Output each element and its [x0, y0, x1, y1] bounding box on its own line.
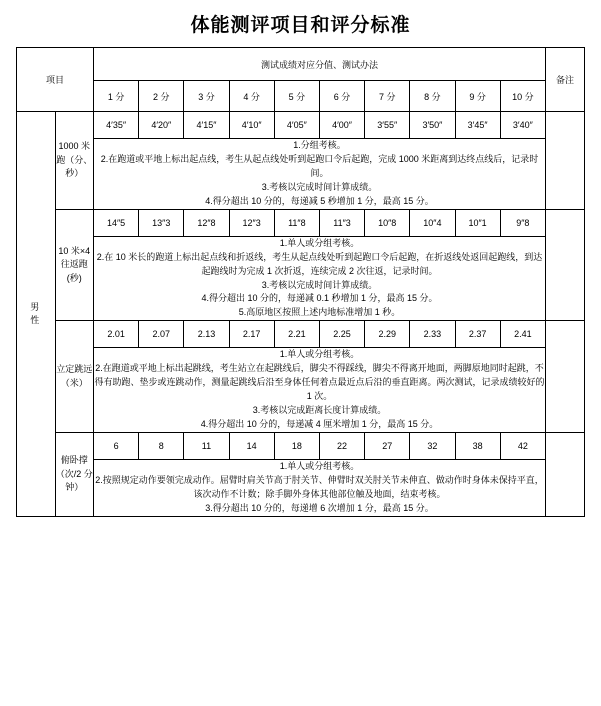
desc-line: 4.得分超出 10 分的，每递减 5 秒增加 1 分，最高 15 分。 — [205, 195, 434, 206]
header-score-6: 6 分 — [319, 81, 364, 112]
note-cell — [546, 432, 585, 516]
value-cell: 2.25 — [319, 321, 364, 348]
value-cell: 32 — [410, 432, 455, 459]
method-description — [94, 459, 546, 516]
desc-line: 4.得分超出 10 分的，每递减 4 厘米增加 1 分，最高 15 分。 — [200, 419, 439, 429]
value-cell: 2.13 — [184, 321, 229, 348]
event-name: 俯卧撑（次/2 分钟） — [55, 432, 94, 516]
table-row — [17, 432, 585, 459]
header-score-5: 5 分 — [274, 81, 319, 112]
gender-char-1: 男 — [30, 302, 42, 313]
value-cell: 4′15″ — [184, 112, 229, 139]
desc-line: 3.考核以完成时间计算成绩。 — [261, 279, 378, 290]
value-cell: 9″8 — [500, 209, 545, 236]
table-header-row-1 — [17, 48, 585, 81]
header-score-8: 8 分 — [410, 81, 455, 112]
desc-line: 2.在跑道或平地上标出起跳线，考生站立在起跳线后，脚尖不得踩线，脚尖不得离开地面，两脚原地同时起跳，不得有助跑、垫步或连跳动作，测量起跳线后沿至身体任何着点最近点后沿的垂直距离。两次测试，记录成绩较好的 1 次。 — [94, 363, 545, 402]
header-score-1: 1 分 — [94, 81, 139, 112]
table-header-row-2 — [17, 81, 585, 112]
desc-line: 1.单人或分组考核。 — [279, 237, 360, 248]
event-name: 立定跳远（米） — [55, 321, 94, 433]
note-cell — [546, 112, 585, 210]
standards-table — [16, 47, 585, 517]
value-cell: 10″4 — [410, 209, 455, 236]
value-cell: 10″1 — [455, 209, 500, 236]
note-cell — [546, 209, 585, 321]
value-cell: 6 — [94, 432, 139, 459]
table-row — [17, 236, 585, 321]
value-cell: 3′55″ — [365, 112, 410, 139]
method-description — [94, 348, 546, 433]
table-row — [17, 112, 585, 139]
value-cell: 12″8 — [184, 209, 229, 236]
desc-line: 3.得分超出 10 分的，每递增 6 次增加 1 分，最高 15 分。 — [205, 502, 434, 513]
desc-line: 3.考核以完成时间计算成绩。 — [261, 181, 378, 192]
value-cell: 4′00″ — [319, 112, 364, 139]
event-name: 10 米×4 往返跑(秒) — [55, 209, 94, 321]
header-score-group-label: 测试成绩对应分值、测试办法 — [94, 48, 546, 81]
table-row — [17, 209, 585, 236]
header-score-4: 4 分 — [229, 81, 274, 112]
table-row — [17, 459, 585, 516]
header-score-3: 3 分 — [184, 81, 229, 112]
event-name: 1000 米跑（分、秒） — [55, 112, 94, 210]
note-cell — [546, 321, 585, 433]
header-item-label: 项目 — [17, 48, 94, 112]
desc-line: 1.分组考核。 — [293, 140, 346, 150]
value-cell: 2.37 — [455, 321, 500, 348]
desc-line: 3.考核以完成距离长度计算成绩。 — [252, 405, 387, 416]
value-cell: 11 — [184, 432, 229, 459]
value-cell: 8 — [139, 432, 184, 459]
header-score-9: 9 分 — [455, 81, 500, 112]
value-cell: 18 — [274, 432, 319, 459]
value-cell: 2.01 — [94, 321, 139, 348]
value-cell: 2.41 — [500, 321, 545, 348]
value-cell: 3′45″ — [455, 112, 500, 139]
desc-line: 1.单人或分组考核。 — [279, 349, 360, 360]
value-cell: 27 — [365, 432, 410, 459]
table-row — [17, 139, 585, 210]
value-cell: 10″8 — [365, 209, 410, 236]
header-score-7: 7 分 — [365, 81, 410, 112]
gender-char-2: 性 — [30, 314, 42, 325]
value-cell: 3′40″ — [500, 112, 545, 139]
desc-line: 1.单人或分组考核。 — [279, 460, 360, 471]
desc-line: 2.按照规定动作要领完成动作。屈臂时肩关节高于肘关节、伸臂时双关肘关节未伸直、做动作时身体未保持平直，该次动作不计数；除手脚外身体其他部位触及地面，结束考核。 — [95, 474, 544, 499]
header-score-10: 10 分 — [500, 81, 545, 112]
value-cell: 2.07 — [139, 321, 184, 348]
value-cell: 14 — [229, 432, 274, 459]
value-cell: 4′05″ — [274, 112, 319, 139]
desc-line: 4.得分超出 10 分的，每递减 0.1 秒增加 1 分，最高 15 分。 — [201, 293, 438, 304]
value-cell: 11″3 — [319, 209, 364, 236]
value-cell: 14″5 — [94, 209, 139, 236]
desc-line: 5.高原地区按照上述内地标准增加 1 秒。 — [238, 307, 401, 318]
value-cell: 42 — [500, 432, 545, 459]
table-row — [17, 321, 585, 348]
value-cell: 12″3 — [229, 209, 274, 236]
value-cell: 4′20″ — [139, 112, 184, 139]
value-cell: 22 — [319, 432, 364, 459]
desc-line: 2.在跑道或平地上标出起点线，考生从起点线处听到起跑口令后起跑，完成 1000 米距离到达终点线后，记录时间。 — [100, 153, 539, 178]
header-note-label: 备注 — [546, 48, 585, 112]
value-cell: 4′35″ — [94, 112, 139, 139]
value-cell: 38 — [455, 432, 500, 459]
value-cell: 2.21 — [274, 321, 319, 348]
value-cell: 2.17 — [229, 321, 274, 348]
value-cell: 4′10″ — [229, 112, 274, 139]
value-cell: 2.33 — [410, 321, 455, 348]
page-title: 体能测评项目和评分标准 — [190, 15, 411, 36]
gender-label — [17, 112, 56, 517]
value-cell: 3′50″ — [410, 112, 455, 139]
value-cell: 13″3 — [139, 209, 184, 236]
method-description — [94, 139, 546, 210]
value-cell: 2.29 — [365, 321, 410, 348]
header-score-2: 2 分 — [139, 81, 184, 112]
value-cell: 11″8 — [274, 209, 319, 236]
table-row — [17, 348, 585, 433]
method-description — [94, 236, 546, 321]
desc-line: 2.在 10 米长的跑道上标出起点线和折返线，考生从起点线处听到起跑口令后起跑，在折返线处返回起跑线，到达起跑线时为完成 1 次折返，连续完成 2 次往返，记录时间。 — [96, 251, 543, 276]
